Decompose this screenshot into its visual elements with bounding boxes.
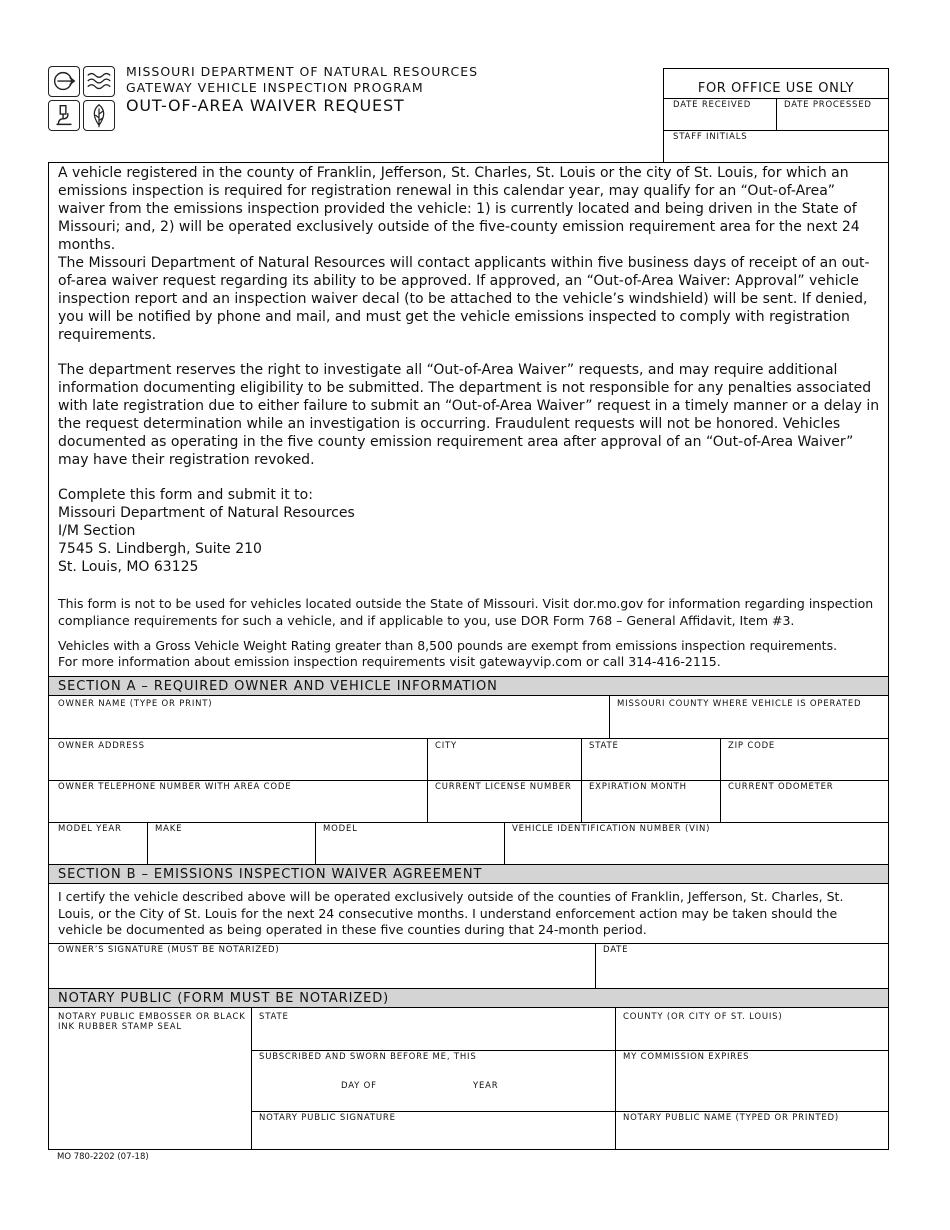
intro-paragraph-eligibility: A vehicle registered in the county of Franklin, Jefferson, St. Charles, St. Louis or the city of St. Louis, for which an emissions inspection is required for registration renewal in this calendar year, may qualify for an “Out-of-Area” waiver from the emissions inspection provided the vehicle: 1) is currently located and being driven in the State of Missouri; and, 2) will be operated exclusively outside of the five-county emission requirement area for the next 24 months. bbox=[58, 165, 860, 253]
notary-seal-area-label: NOTARY PUBLIC EMBOSSER OR BLACK bbox=[58, 1012, 246, 1022]
day-of-label: DAY OF bbox=[341, 1081, 377, 1091]
address-line: Complete this form and submit it to: bbox=[58, 487, 313, 503]
department-logo bbox=[48, 66, 116, 132]
model-year-field[interactable]: MODEL YEAR bbox=[58, 824, 122, 834]
office-use-title: FOR OFFICE USE ONLY bbox=[697, 81, 855, 96]
notary-state-field[interactable]: STATE bbox=[259, 1012, 289, 1022]
owner-name-field[interactable]: OWNER NAME (TYPE OR PRINT) bbox=[58, 699, 213, 709]
year-label: YEAR bbox=[473, 1081, 499, 1091]
date-received-field[interactable]: DATE RECEIVED bbox=[673, 100, 752, 110]
vin-field[interactable]: VEHICLE IDENTIFICATION NUMBER (VIN) bbox=[512, 824, 711, 834]
owner-signature-field[interactable]: OWNER’S SIGNATURE (MUST BE NOTARIZED) bbox=[58, 945, 280, 955]
section-a-header: SECTION A – REQUIRED OWNER AND VEHICLE INFORMATION bbox=[49, 676, 888, 696]
mailing-address bbox=[58, 486, 883, 576]
gvwr-exemption-notice: Vehicles with a Gross Vehicle Weight Rating greater than 8,500 pounds are exempt from emissions inspection requirements. bbox=[58, 638, 838, 653]
department-name: MISSOURI DEPARTMENT OF NATURAL RESOURCES bbox=[126, 64, 479, 79]
intro-paragraph-investigation: The department reserves the right to investigate all “Out-of-Area Waiver” requests, and may require additional information documenting eligibility to be submitted. The department is not responsible for any penalties associated with late registration due to either failure to submit an “Out-of-Area Waiver” request in a timely manner or a delay in the request determination while an investigation is occurring. Fraudulent requests will not be honored. Vehicles documented as operating in the five county emission requirement area after approval of an “Out-of-Area Waiver” may have their registration revoked. bbox=[58, 362, 880, 468]
make-field[interactable]: MAKE bbox=[155, 824, 183, 834]
waiver-form bbox=[48, 162, 889, 1150]
microscope-icon bbox=[48, 100, 80, 131]
staff-initials-field[interactable]: STAFF INITIALS bbox=[673, 132, 748, 142]
form-number: MO 780-2202 (07-18) bbox=[57, 1152, 149, 1162]
notary-county-field[interactable]: COUNTY (OR CITY OF ST. LOUIS) bbox=[623, 1012, 783, 1022]
notary-section-header: NOTARY PUBLIC (FORM MUST BE NOTARIZED) bbox=[49, 988, 888, 1008]
zip-code-field[interactable]: ZIP CODE bbox=[728, 741, 776, 751]
water-waves-icon bbox=[83, 66, 115, 97]
county-field[interactable]: MISSOURI COUNTY WHERE VEHICLE IS OPERATED bbox=[617, 699, 862, 709]
address-line: 7545 S. Lindbergh, Suite 210 bbox=[58, 541, 262, 557]
city-field[interactable]: CITY bbox=[435, 741, 458, 751]
commission-expires-field[interactable]: MY COMMISSION EXPIRES bbox=[623, 1052, 750, 1062]
notary-name-field[interactable]: NOTARY PUBLIC NAME (TYPED OR PRINTED) bbox=[623, 1113, 839, 1123]
license-number-field[interactable]: CURRENT LICENSE NUMBER bbox=[435, 782, 572, 792]
state-field[interactable]: STATE bbox=[589, 741, 619, 751]
model-field[interactable]: MODEL bbox=[323, 824, 358, 834]
program-name: GATEWAY VEHICLE INSPECTION PROGRAM bbox=[126, 80, 424, 95]
form-title: OUT-OF-AREA WAIVER REQUEST bbox=[126, 96, 405, 115]
leaf-icon bbox=[83, 100, 115, 131]
address-line: Missouri Department of Natural Resources bbox=[58, 505, 355, 521]
certification-statement: I certify the vehicle described above will be operated exclusively outside of the counties of Franklin, Jefferson, St. Charles, St. Louis, or the City of St. Louis for the next 24 consecutive months. I understand enforcement action may be taken should the vehicle be documented as being operated in these five counties during that 24-month period. bbox=[58, 889, 844, 937]
expiration-month-field[interactable]: EXPIRATION MONTH bbox=[589, 782, 687, 792]
office-use-box bbox=[663, 68, 889, 163]
address-line: I/M Section bbox=[58, 523, 136, 539]
date-processed-field[interactable]: DATE PROCESSED bbox=[784, 100, 872, 110]
section-b-header: SECTION B – EMISSIONS INSPECTION WAIVER AGREEMENT bbox=[49, 864, 888, 884]
sworn-before-field[interactable]: SUBSCRIBED AND SWORN BEFORE ME, THIS bbox=[259, 1052, 477, 1062]
address-line: St. Louis, MO 63125 bbox=[58, 559, 199, 575]
notary-signature-field[interactable]: NOTARY PUBLIC SIGNATURE bbox=[259, 1113, 396, 1123]
intro-paragraph-process: The Missouri Department of Natural Resources will contact applicants within five business days of receipt of an out-of-area waiver request regarding its ability to be approved. If approved, an “Out-of-Area Waiver: Approval” vehicle inspection report and an inspection waiver decal (to be attached to the vehicle’s windshield) will be sent. If denied, you will be notified by phone and mail, and must get the vehicle emissions inspected to comply with registration requirements. bbox=[58, 255, 870, 343]
out-of-state-notice: This form is not to be used for vehicles located outside the State of Missouri. Visit dor.mo.gov for information regarding inspection compliance requirements for such a vehicle, and if applicable to you, use DOR Form 768 – General Affidavit, Item #3. bbox=[58, 596, 874, 628]
more-info-notice: For more information about emission inspection requirements visit gatewayvip.com or call 314-416-2115. bbox=[58, 654, 721, 669]
signature-date-field[interactable]: DATE bbox=[603, 945, 629, 955]
odometer-field[interactable]: CURRENT ODOMETER bbox=[728, 782, 834, 792]
owner-address-field[interactable]: OWNER ADDRESS bbox=[58, 741, 145, 751]
notary-seal-area-label: INK RUBBER STAMP SEAL bbox=[58, 1022, 182, 1032]
flow-arrow-icon bbox=[48, 66, 80, 97]
telephone-field[interactable]: OWNER TELEPHONE NUMBER WITH AREA CODE bbox=[58, 782, 292, 792]
